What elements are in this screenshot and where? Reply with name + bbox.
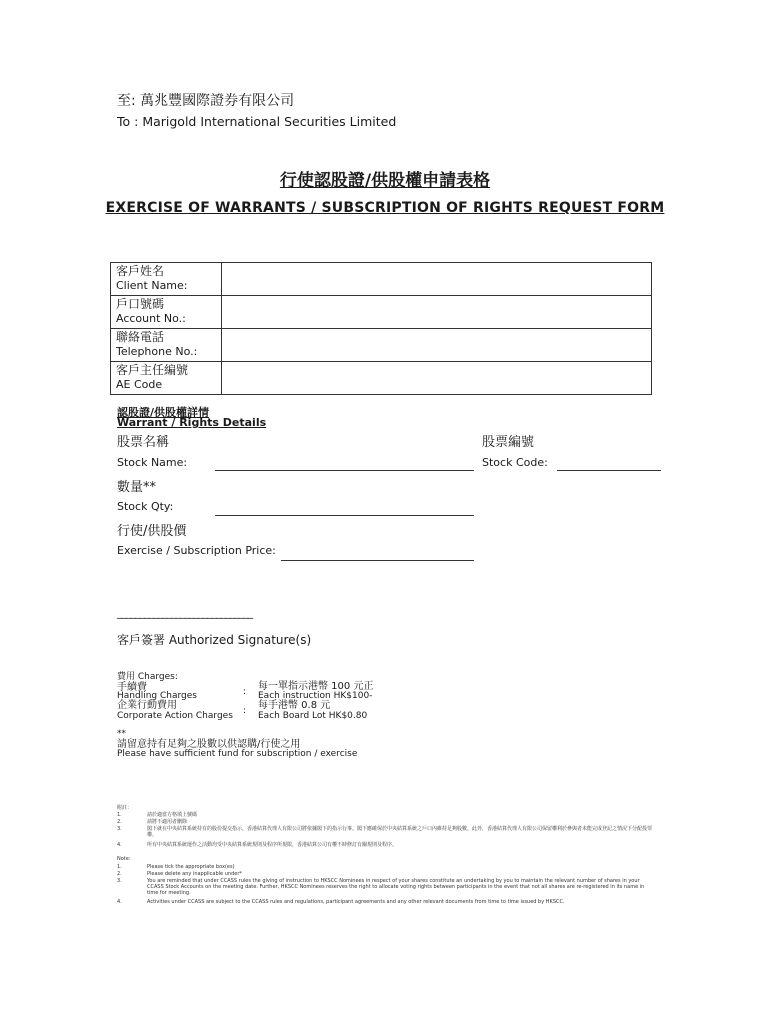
ae-code-row: [111, 362, 652, 395]
account-no-label: 戶口號碼 Account No.:: [111, 296, 222, 329]
form-title-en: EXERCISE OF WARRANTS / SUBSCRIPTION OF RIGHTS REQUEST FORM: [105, 200, 665, 216]
notes-zh-num-2: 2.: [117, 819, 122, 825]
notes-zh-text-1: 請於適當方格填上號碼: [147, 812, 198, 818]
notes-zh-num-3: 3.: [117, 826, 122, 832]
corp-action-value-zh: 每手港幣 0.8 元: [258, 700, 331, 711]
recipient-zh: 至: 萬兆豐國際證券有限公司: [117, 93, 295, 109]
stock-code-label-en: Stock Code:: [482, 456, 548, 469]
notes-zh-num-4: 4.: [117, 842, 122, 848]
client-name-field[interactable]: [222, 263, 652, 296]
handling-label-en: Handling Charges: [117, 691, 197, 701]
client-name-label: 客戶姓名 Client Name:: [111, 263, 222, 296]
stock-code-label-zh: 股票編號: [482, 435, 535, 450]
notes-en-text-2: Please delete any inapplicable under*: [147, 871, 242, 877]
corp-action-value-en: Each Board Lot HK$0.80: [258, 711, 368, 721]
ae-code-field[interactable]: [222, 362, 652, 395]
client-info-table: [110, 262, 652, 395]
handling-label-zh: 手續費: [117, 682, 147, 693]
handling-value-en: Each instruction HK$100-: [258, 691, 373, 701]
reminder-en: Please have sufficient fund for subscription / exercise: [117, 749, 358, 759]
notes-zh-text-4: 所有中央結算系統運作之活動均受中央結算系統規則及程序所規限，香港結算公司有權不時修訂有關規則及程序。: [147, 842, 398, 848]
signature-line[interactable]: ______________________________: [117, 606, 252, 619]
notes-en-num-1: 1.: [117, 864, 122, 870]
handling-colon: :: [243, 687, 247, 697]
notes-zh-text-3: 閣下就在中央結算系統持有的股份提交指示，香港結算代理人有限公司將依據閣下的指示行事。閣下應確保於中央結算系統之戶口內維持足夠股數。此外，香港結算代理人有限公司保留權利於參與者未能完成登記之情況下分配投票權。: [147, 826, 653, 838]
price-label-zh: 行使/供股價: [117, 524, 187, 539]
notes-en-heading: Note:: [117, 856, 131, 862]
signature-label: 客戶簽署 Authorized Signature(s): [117, 633, 312, 647]
stock-qty-input-line[interactable]: [215, 515, 474, 516]
corp-action-label-en: Corporate Action Charges: [117, 711, 233, 721]
reminder-zh: 請留意持有足夠之股數以供認購/行使之用: [117, 739, 301, 750]
stock-name-label-en: Stock Name:: [117, 456, 188, 469]
account-no-row: [111, 296, 652, 329]
ae-code-label: 客戶主任編號 AE Code: [111, 362, 222, 395]
warrant-heading-en: Warrant / Rights Details: [117, 416, 267, 429]
stock-code-input-line[interactable]: [557, 470, 661, 471]
notes-zh-num-1: 1.: [117, 812, 122, 818]
price-label-en: Exercise / Subscription Price:: [117, 544, 276, 557]
reminder-stars: **: [117, 729, 126, 739]
notes-en-text-1: Please tick the appropriate box(es): [147, 864, 235, 870]
account-no-field[interactable]: [222, 296, 652, 329]
recipient-en: To : Marigold International Securities Limited: [117, 114, 397, 129]
price-input-line[interactable]: [281, 560, 474, 561]
notes-zh-text-2: 請將不適用者刪除: [147, 819, 188, 825]
corp-action-label-zh: 企業行動費用: [117, 700, 177, 711]
notes-en-text-4: Activities under CCASS are subject to the CCASS rules and regulations, participant agreements and any other relevant documents from time to time issued by HKSCC.: [147, 899, 565, 905]
charges-heading: 費用 Charges:: [117, 672, 178, 682]
corp-action-colon: :: [243, 706, 247, 716]
notes-en-text-3: You are reminded that under CCASS rules the giving of instruction to HKSCC Nominees in respect of your shares constitute an undertaking by you to maintain the relevant number of shares in your CCASS Stock Accounts on the meeting date. Further, HKSCC Nominees reserves the right to allocate voting rights between participants in the event that not all shares are re-registered in its name in time for meeting.: [147, 878, 645, 896]
telephone-field[interactable]: [222, 329, 652, 362]
stock-qty-label-zh: 數量**: [117, 480, 157, 495]
telephone-label: 聯絡電話 Telephone No.:: [111, 329, 222, 362]
form-title-zh: 行使認股證/供股權申請表格: [279, 171, 491, 191]
warrant-heading-zh: 認股證/供股權詳情: [117, 406, 210, 419]
notes-en-num-2: 2.: [117, 871, 122, 877]
notes-en-num-4: 4.: [117, 899, 122, 905]
handling-value-zh: 每一單指示港幣 100 元正: [258, 681, 374, 692]
stock-qty-label-en: Stock Qty:: [117, 500, 174, 513]
notes-en-num-3: 3.: [117, 878, 122, 884]
notes-zh-heading: 附註：: [117, 805, 133, 811]
stock-name-label-zh: 股票名稱: [117, 435, 170, 450]
telephone-row: [111, 329, 652, 362]
client-name-row: [111, 263, 652, 296]
stock-name-input-line[interactable]: [215, 470, 474, 471]
